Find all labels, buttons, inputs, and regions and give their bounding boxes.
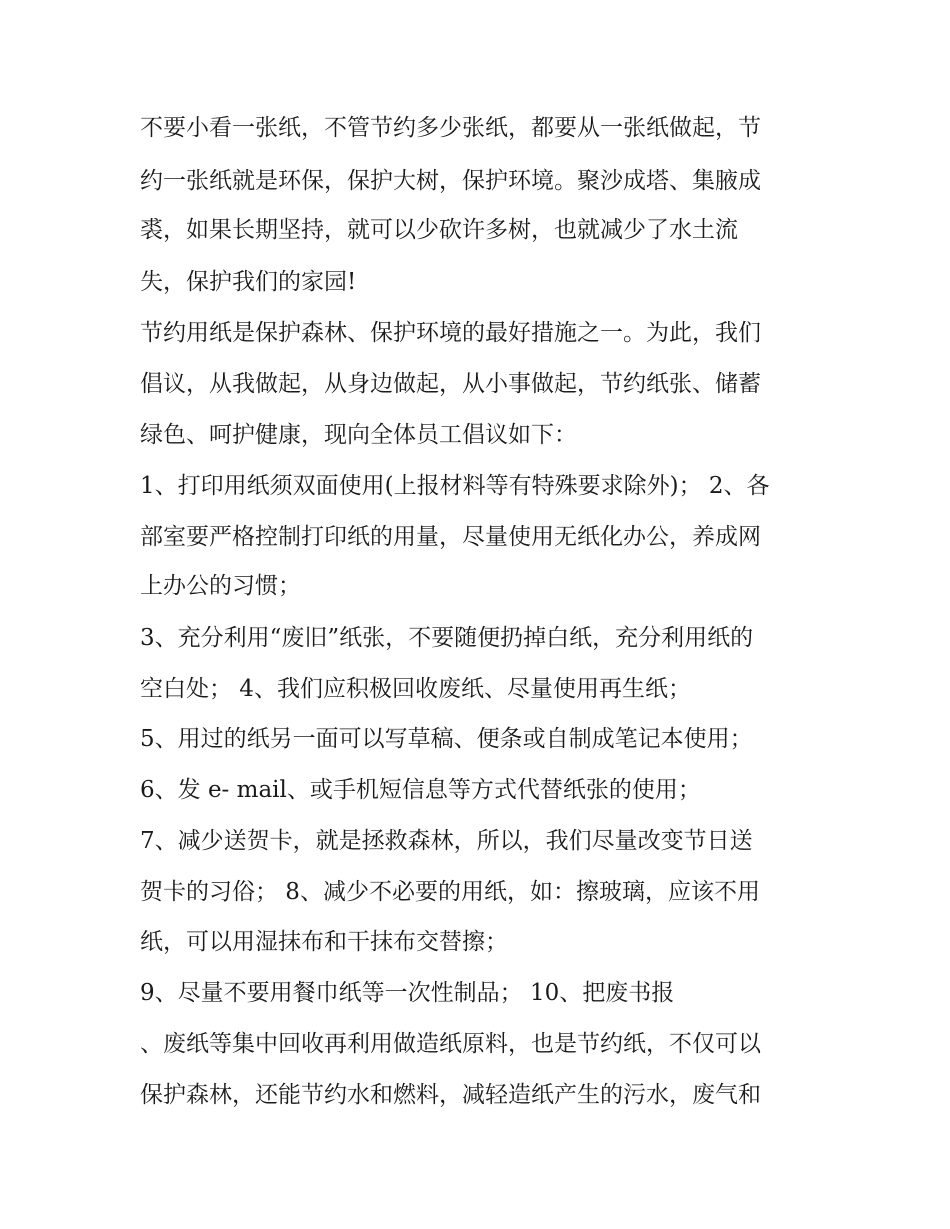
text-line: 不要小看一张纸，不管节约多少张纸，都要从一张纸做起，节 xyxy=(140,115,761,141)
text-line: 约一张纸就是环保，保护大树，保护环境。聚沙成塔、集腋成 xyxy=(140,168,761,194)
text-line: 1、打印用纸须双面使用(上报材料等有特殊要求除外)； 2、各 xyxy=(140,473,770,499)
text-line: 9、尽量不要用餐巾纸等一次性制品； 10、把废书报 xyxy=(140,980,675,1006)
text-line: 失，保护我们的家园! xyxy=(140,269,357,295)
text-line: 纸，可以用湿抹布和干抹布交替擦； xyxy=(140,929,508,955)
text-line: 贺卡的习俗； 8、减少不必要的用纸，如：擦玻璃，应该不用 xyxy=(140,879,760,905)
text-line: 6、发 e- mail、或手机短信息等方式代替纸张的使用； xyxy=(140,777,701,803)
text-line: 、废纸等集中回收再利用做造纸原料，也是节约纸，不仅可以 xyxy=(140,1031,761,1057)
text-line: 节约用纸是保护森林、保护环境的最好措施之一。为此，我们 xyxy=(140,320,761,346)
text-line: 空白处； 4、我们应积极回收废纸、尽量使用再生纸； xyxy=(140,676,691,702)
text-line: 裘，如果长期坚持，就可以少砍许多树，也就减少了水土流 xyxy=(140,217,738,243)
text-line: 3、充分利用“废旧”纸张，不要随便扔掉白纸，充分利用纸的 xyxy=(140,625,754,651)
text-line: 上办公的习惯； xyxy=(140,573,301,599)
text-line: 倡议，从我做起，从身边做起，从小事做起，节约纸张、储蓄 xyxy=(140,371,761,397)
text-line: 保护森林，还能节约水和燃料，减轻造纸产生的污水，废气和 xyxy=(140,1082,761,1108)
text-line: 5、用过的纸另一面可以写草稿、便条或自制成笔记本使用； xyxy=(140,726,753,752)
text-line: 绿色、呵护健康，现向全体员工倡议如下： xyxy=(140,422,577,448)
text-line: 部室要严格控制打印纸的用量，尽量使用无纸化办公，养成网 xyxy=(140,524,761,550)
text-line: 7、减少送贺卡，就是拯救森林，所以，我们尽量改变节日送 xyxy=(140,828,753,854)
